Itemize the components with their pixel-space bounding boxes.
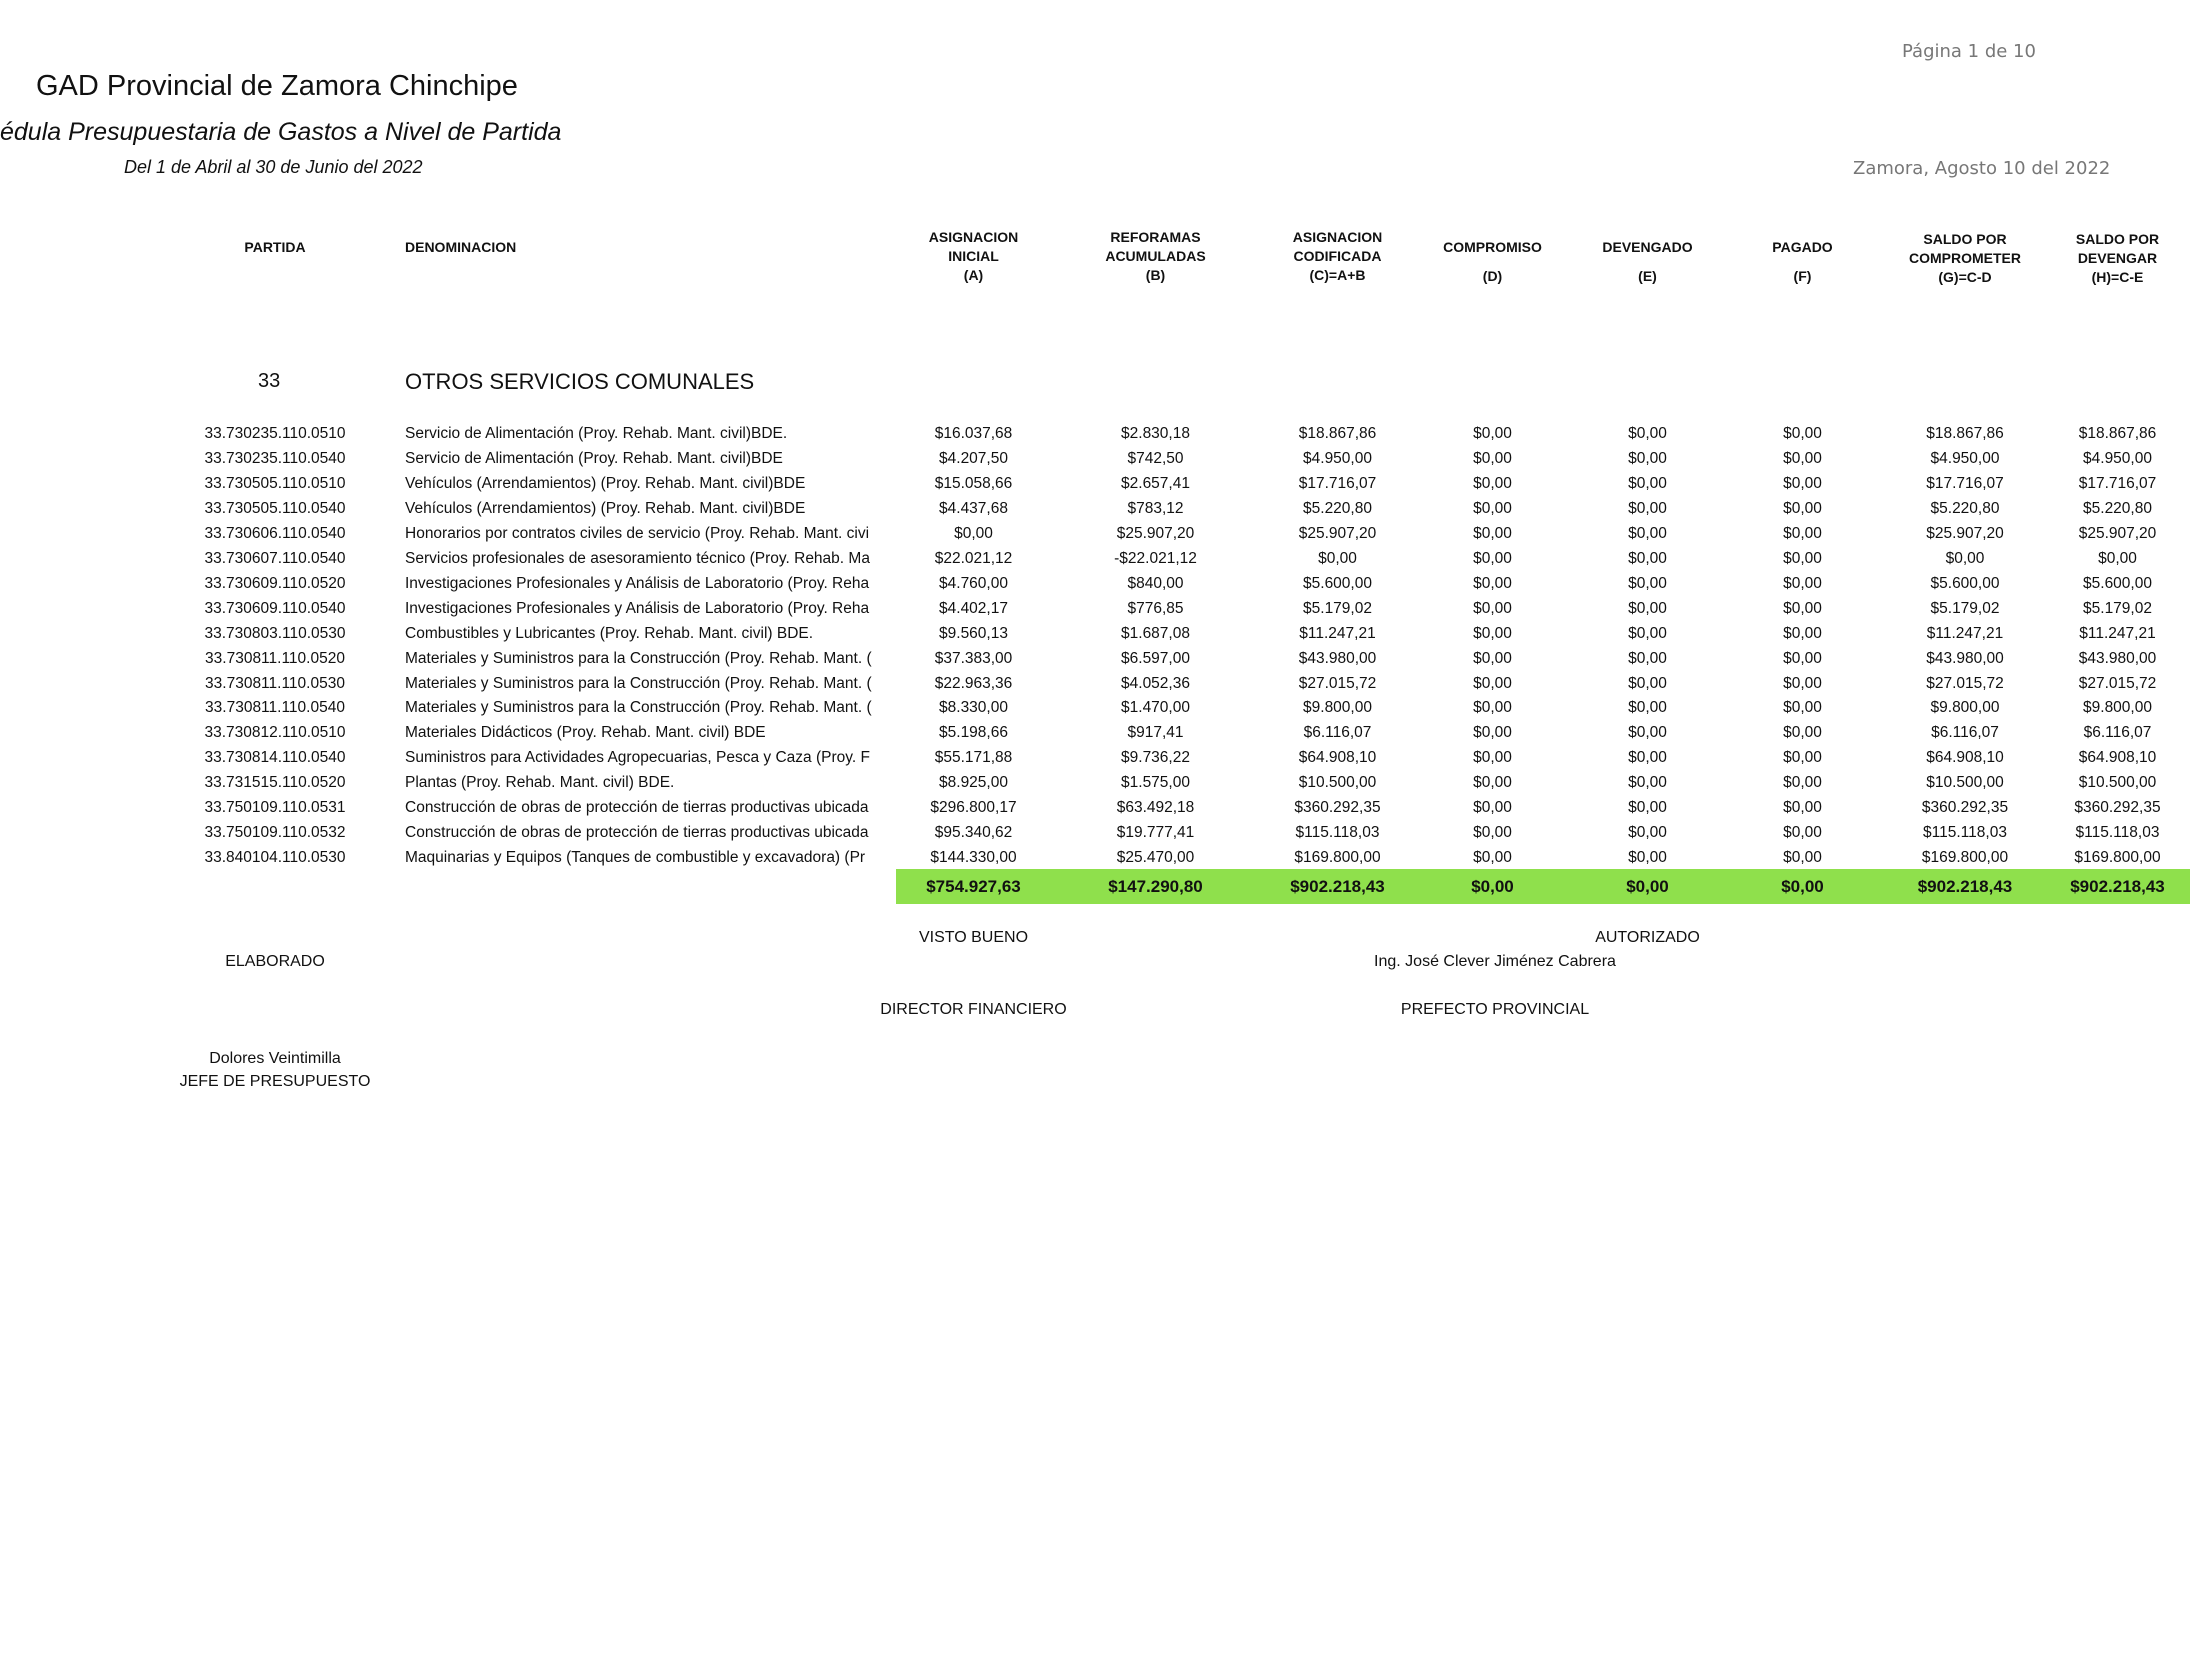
table-row xyxy=(0,720,2200,745)
row-saldo-comprometer: $9.800,00 xyxy=(1930,699,2000,717)
table-row xyxy=(0,496,2200,521)
row-denominacion: Suministros para Actividades Agropecuarias, Pesca y Caza (Proy. F xyxy=(405,749,870,767)
total-reformas: $147.290,80 xyxy=(1108,877,1203,896)
table-row xyxy=(0,695,2200,720)
row-reformas: $1.470,00 xyxy=(1121,699,1190,717)
row-saldo-devengar: $10.500,00 xyxy=(2078,774,2157,792)
row-saldo-comprometer: $27.015,72 xyxy=(1926,674,2004,692)
row-pagado: $0,00 xyxy=(1783,774,1822,792)
row-asignacion-inicial: $16.037,68 xyxy=(934,425,1013,442)
row-saldo-comprometer: $11.247,21 xyxy=(1926,624,2004,642)
row-denominacion: Investigaciones Profesionales y Análisis de Laboratorio (Proy. Reha xyxy=(405,599,870,617)
row-saldo-devengar: $43.980,00 xyxy=(2078,649,2157,667)
row-denominacion: Combustibles y Lubricantes (Proy. Rehab. Mant. civil) BDE. xyxy=(405,624,814,642)
row-saldo-comprometer: $169.800,00 xyxy=(1921,849,2009,867)
row-partida: 33.730811.110.0520 xyxy=(205,649,345,667)
row-asignacion-codificada: $4.950,00 xyxy=(1303,449,1372,467)
total-compromiso: $0,00 xyxy=(1471,877,1514,896)
row-compromiso: $0,00 xyxy=(1473,674,1512,692)
row-asignacion-codificada: $10.500,00 xyxy=(1298,774,1377,792)
col-header-reformas: REFORAMAS ACUMULADAS (B) xyxy=(1105,229,1206,283)
row-saldo-comprometer: $10.500,00 xyxy=(1926,774,2004,792)
autorizado-label: AUTORIZADO xyxy=(1595,929,1700,946)
row-partida: 33.840104.110.0530 xyxy=(204,849,346,867)
row-saldo-comprometer: $5.600,00 xyxy=(1930,574,2000,592)
row-partida: 33.730814.110.0540 xyxy=(204,749,346,767)
row-asignacion-inicial: $4.402,17 xyxy=(939,599,1008,617)
row-asignacion-inicial: $144.330,00 xyxy=(930,849,1017,867)
row-reformas: $917,41 xyxy=(1127,724,1184,742)
row-saldo-devengar: $17.716,07 xyxy=(2078,474,2157,492)
row-compromiso: $0,00 xyxy=(1473,425,1512,442)
row-reformas: $19.777,41 xyxy=(1116,824,1195,842)
row-pagado: $0,00 xyxy=(1783,724,1822,742)
row-asignacion-inicial: $95.340,62 xyxy=(934,824,1013,842)
place-date: Zamora, Agosto 10 del 2022 xyxy=(1853,158,2111,179)
row-pagado: $0,00 xyxy=(1783,699,1822,717)
row-pagado: $0,00 xyxy=(1783,599,1822,617)
row-saldo-comprometer: $17.716,07 xyxy=(1926,474,2004,492)
row-asignacion-codificada: $43.980,00 xyxy=(1298,649,1377,667)
table-row xyxy=(0,521,2200,546)
elaborado-role: JEFE DE PRESUPUESTO xyxy=(179,1073,371,1090)
row-denominacion: Vehículos (Arrendamientos) (Proy. Rehab. Mant. civil)BDE xyxy=(405,474,806,492)
row-pagado: $0,00 xyxy=(1783,449,1822,467)
row-asignacion-codificada: $5.179,02 xyxy=(1303,599,1372,617)
report-period: Del 1 de Abril al 30 de Junio del 2022 xyxy=(124,157,423,177)
row-saldo-devengar: $25.907,20 xyxy=(2078,524,2157,542)
row-compromiso: $0,00 xyxy=(1473,849,1512,867)
row-partida: 33.730812.110.0510 xyxy=(204,724,346,742)
row-asignacion-codificada: $18.867,86 xyxy=(1298,425,1377,442)
row-devengado: $0,00 xyxy=(1628,624,1667,642)
row-denominacion: Servicio de Alimentación (Proy. Rehab. Mant. civil)BDE. xyxy=(405,425,788,442)
row-partida: 33.730606.110.0540 xyxy=(204,524,346,542)
row-partida: 33.730609.110.0540 xyxy=(204,599,346,617)
section-name: OTROS SERVICIOS COMUNALES xyxy=(405,369,755,394)
table-row xyxy=(0,671,2200,696)
row-saldo-devengar: $11.247,21 xyxy=(2079,624,2156,642)
table-row xyxy=(0,421,2200,446)
row-pagado: $0,00 xyxy=(1783,824,1822,842)
row-devengado: $0,00 xyxy=(1628,849,1667,867)
row-asignacion-inicial: $15.058,66 xyxy=(934,474,1013,492)
col-header-compromiso: COMPROMISO (D) xyxy=(1443,239,1542,284)
row-compromiso: $0,00 xyxy=(1473,824,1512,842)
col-header-asignacion-inicial: ASIGNACION INICIAL (A) xyxy=(928,229,1019,283)
row-denominacion: Materiales y Suministros para la Construcción (Proy. Rehab. Mant. ( xyxy=(405,649,872,667)
row-devengado: $0,00 xyxy=(1628,524,1667,542)
row-compromiso: $0,00 xyxy=(1473,774,1512,792)
row-reformas: $1.575,00 xyxy=(1121,774,1190,792)
row-partida: 33.750109.110.0532 xyxy=(204,824,346,842)
row-saldo-devengar: $360.292,35 xyxy=(2074,799,2161,817)
row-saldo-devengar: $6.116,07 xyxy=(2083,724,2152,742)
prefecto-provincial-label: PREFECTO PROVINCIAL xyxy=(1400,1001,1590,1018)
row-reformas: $2.657,41 xyxy=(1121,474,1190,492)
row-saldo-comprometer: $5.220,80 xyxy=(1930,499,2000,517)
row-compromiso: $0,00 xyxy=(1473,724,1512,742)
row-saldo-comprometer: $25.907,20 xyxy=(1926,524,2004,542)
row-asignacion-inicial: $4.760,00 xyxy=(939,574,1008,592)
row-asignacion-codificada: $27.015,72 xyxy=(1298,674,1377,692)
total-saldo-devengar: $902.218,43 xyxy=(2070,877,2165,896)
row-asignacion-codificada: $9.800,00 xyxy=(1303,699,1372,717)
row-asignacion-codificada: $169.800,00 xyxy=(1294,849,1381,867)
row-pagado: $0,00 xyxy=(1783,549,1822,567)
row-saldo-devengar: $64.908,10 xyxy=(2078,749,2157,767)
table-row xyxy=(0,621,2200,646)
row-asignacion-inicial: $296.800,17 xyxy=(930,799,1017,817)
row-compromiso: $0,00 xyxy=(1473,699,1512,717)
row-asignacion-codificada: $17.716,07 xyxy=(1298,474,1377,492)
row-saldo-comprometer: $64.908,10 xyxy=(1926,749,2004,767)
col-header-pagado: PAGADO (F) xyxy=(1772,239,1833,284)
elaborado-label: ELABORADO xyxy=(225,953,325,970)
row-asignacion-codificada: $115.118,03 xyxy=(1295,824,1380,842)
row-saldo-devengar: $4.950,00 xyxy=(2083,449,2152,467)
row-pagado: $0,00 xyxy=(1783,749,1822,767)
row-asignacion-codificada: $6.116,07 xyxy=(1303,724,1372,742)
row-denominacion: Construcción de obras de protección de tierras productivas ubicada xyxy=(405,799,869,817)
row-devengado: $0,00 xyxy=(1628,674,1667,692)
row-denominacion: Materiales Didácticos (Proy. Rehab. Mant. civil) BDE xyxy=(405,724,766,742)
row-asignacion-codificada: $64.908,10 xyxy=(1298,749,1377,767)
row-partida: 33.730803.110.0530 xyxy=(204,624,346,642)
totals-row xyxy=(896,869,2190,904)
row-pagado: $0,00 xyxy=(1783,474,1822,492)
row-reformas: $2.830,18 xyxy=(1121,425,1190,442)
row-asignacion-codificada: $11.247,21 xyxy=(1299,624,1376,642)
table-row xyxy=(0,546,2200,571)
table-row xyxy=(0,446,2200,471)
row-devengado: $0,00 xyxy=(1628,425,1667,442)
row-denominacion: Construcción de obras de protección de tierras productivas ubicada xyxy=(405,824,869,842)
row-denominacion: Investigaciones Profesionales y Análisis de Laboratorio (Proy. Reha xyxy=(405,574,870,592)
row-pagado: $0,00 xyxy=(1783,425,1822,442)
row-pagado: $0,00 xyxy=(1783,499,1822,517)
table-row xyxy=(0,471,2200,496)
col-header-saldo-devengar: SALDO POR DEVENGAR (H)=C-E xyxy=(2075,231,2160,285)
row-saldo-devengar: $0,00 xyxy=(2098,549,2137,567)
row-compromiso: $0,00 xyxy=(1473,449,1512,467)
table-row xyxy=(0,571,2200,596)
row-denominacion: Vehículos (Arrendamientos) (Proy. Rehab. Mant. civil)BDE xyxy=(405,499,806,517)
row-asignacion-codificada: $5.600,00 xyxy=(1303,574,1372,592)
row-compromiso: $0,00 xyxy=(1473,799,1512,817)
row-asignacion-inicial: $8.330,00 xyxy=(939,699,1008,717)
director-financiero-label: DIRECTOR FINANCIERO xyxy=(880,1001,1067,1018)
row-pagado: $0,00 xyxy=(1783,524,1822,542)
row-saldo-comprometer: $0,00 xyxy=(1945,549,1985,567)
row-asignacion-inicial: $9.560,13 xyxy=(939,624,1008,642)
row-compromiso: $0,00 xyxy=(1473,624,1512,642)
row-asignacion-codificada: $0,00 xyxy=(1318,549,1357,567)
row-saldo-comprometer: $18.867,86 xyxy=(1926,425,2004,442)
page-number: Página 1 de 10 xyxy=(1902,41,2036,62)
row-saldo-devengar: $5.220,80 xyxy=(2083,499,2152,517)
row-devengado: $0,00 xyxy=(1628,799,1667,817)
row-pagado: $0,00 xyxy=(1783,674,1822,692)
row-compromiso: $0,00 xyxy=(1473,574,1512,592)
row-partida: 33.730235.110.0510 xyxy=(204,425,346,442)
row-devengado: $0,00 xyxy=(1628,474,1667,492)
row-devengado: $0,00 xyxy=(1628,574,1667,592)
row-asignacion-inicial: $22.963,36 xyxy=(934,674,1013,692)
row-devengado: $0,00 xyxy=(1628,824,1667,842)
row-reformas: $9.736,22 xyxy=(1121,749,1190,767)
row-pagado: $0,00 xyxy=(1783,649,1822,667)
row-compromiso: $0,00 xyxy=(1473,749,1512,767)
table-row xyxy=(0,845,2200,870)
row-saldo-devengar: $27.015,72 xyxy=(2078,674,2157,692)
row-reformas: $6.597,00 xyxy=(1121,649,1190,667)
row-asignacion-inicial: $8.925,00 xyxy=(939,774,1008,792)
row-devengado: $0,00 xyxy=(1628,724,1667,742)
row-devengado: $0,00 xyxy=(1628,549,1667,567)
row-denominacion: Honorarios por contratos civiles de servicio (Proy. Rehab. Mant. civi xyxy=(405,524,870,542)
col-header-asignacion-codificada: ASIGNACION CODIFICADA (C)=A+B xyxy=(1292,229,1383,283)
row-partida: 33.731515.110.0520 xyxy=(204,774,346,792)
row-reformas: $25.907,20 xyxy=(1116,524,1195,542)
col-header-devengado: DEVENGADO (E) xyxy=(1602,239,1693,284)
row-asignacion-inicial: $4.437,68 xyxy=(939,499,1008,517)
row-saldo-comprometer: $360.292,35 xyxy=(1921,799,2009,817)
total-saldo-comprometer: $902.218,43 xyxy=(1917,877,2013,896)
total-pagado: $0,00 xyxy=(1781,877,1824,896)
row-denominacion: Maquinarias y Equipos (Tanques de combustible y excavadora) (Pr xyxy=(405,849,866,867)
row-compromiso: $0,00 xyxy=(1473,524,1512,542)
col-header-partida: PARTIDA xyxy=(244,239,306,255)
row-reformas: $783,12 xyxy=(1127,499,1184,517)
row-saldo-devengar: $18.867,86 xyxy=(2078,425,2157,442)
row-devengado: $0,00 xyxy=(1628,649,1667,667)
organization-title: GAD Provincial de Zamora Chinchipe xyxy=(36,70,518,102)
row-asignacion-codificada: $360.292,35 xyxy=(1294,799,1381,817)
row-compromiso: $0,00 xyxy=(1473,474,1512,492)
row-asignacion-inicial: $0,00 xyxy=(954,524,993,542)
row-saldo-devengar: $5.179,02 xyxy=(2083,599,2152,617)
row-saldo-devengar: $5.600,00 xyxy=(2083,574,2152,592)
table-row xyxy=(0,745,2200,770)
row-devengado: $0,00 xyxy=(1628,449,1667,467)
table-row xyxy=(0,596,2200,621)
visto-bueno-label: VISTO BUENO xyxy=(918,929,1029,946)
row-asignacion-inicial: $22.021,12 xyxy=(934,549,1013,567)
row-compromiso: $0,00 xyxy=(1473,649,1512,667)
row-reformas: $63.492,18 xyxy=(1116,799,1195,817)
row-reformas: $25.470,00 xyxy=(1116,849,1195,867)
row-asignacion-inicial: $55.171,88 xyxy=(934,749,1013,767)
table-row xyxy=(0,770,2200,795)
row-devengado: $0,00 xyxy=(1628,774,1667,792)
row-saldo-devengar: $115.118,03 xyxy=(2075,824,2160,842)
row-denominacion: Servicio de Alimentación (Proy. Rehab. Mant. civil)BDE xyxy=(405,449,783,467)
row-asignacion-inicial: $5.198,66 xyxy=(939,724,1008,742)
row-asignacion-inicial: $37.383,00 xyxy=(934,649,1013,667)
row-compromiso: $0,00 xyxy=(1473,549,1512,567)
row-partida: 33.730811.110.0540 xyxy=(205,699,345,717)
row-partida: 33.730609.110.0520 xyxy=(204,574,346,592)
row-saldo-comprometer: $6.116,07 xyxy=(1931,724,1999,742)
row-pagado: $0,00 xyxy=(1783,624,1822,642)
row-partida: 33.750109.110.0531 xyxy=(204,799,346,817)
table-row xyxy=(0,795,2200,820)
row-reformas: $1.687,08 xyxy=(1121,624,1190,642)
row-asignacion-codificada: $25.907,20 xyxy=(1298,524,1377,542)
row-reformas: -$22.021,12 xyxy=(1114,549,1197,567)
row-asignacion-inicial: $4.207,50 xyxy=(939,449,1008,467)
total-asignacion-inicial: $754.927,63 xyxy=(926,877,1021,896)
row-pagado: $0,00 xyxy=(1783,574,1822,592)
row-reformas: $4.052,36 xyxy=(1121,674,1190,692)
row-denominacion: Materiales y Suministros para la Construcción (Proy. Rehab. Mant. ( xyxy=(405,674,872,692)
row-partida: 33.730505.110.0510 xyxy=(204,474,346,492)
row-asignacion-codificada: $5.220,80 xyxy=(1303,499,1372,517)
row-pagado: $0,00 xyxy=(1783,799,1822,817)
row-devengado: $0,00 xyxy=(1628,749,1667,767)
row-devengado: $0,00 xyxy=(1628,699,1667,717)
row-saldo-comprometer: $5.179,02 xyxy=(1930,599,2000,617)
row-reformas: $840,00 xyxy=(1127,574,1184,592)
row-denominacion: Plantas (Proy. Rehab. Mant. civil) BDE. xyxy=(405,774,675,792)
row-compromiso: $0,00 xyxy=(1473,599,1512,617)
document-subtitle: édula Presupuestaria de Gastos a Nivel de Partida xyxy=(0,118,562,146)
row-devengado: $0,00 xyxy=(1628,499,1667,517)
table-row xyxy=(0,820,2200,845)
col-header-saldo-comprometer: SALDO POR COMPROMETER (G)=C-D xyxy=(1909,231,2021,285)
row-partida: 33.730505.110.0540 xyxy=(204,499,346,517)
row-partida: 33.730607.110.0540 xyxy=(204,549,346,567)
row-saldo-devengar: $9.800,00 xyxy=(2083,699,2152,717)
total-asignacion-codificada: $902.218,43 xyxy=(1290,877,1385,896)
table-row xyxy=(0,646,2200,671)
row-saldo-comprometer: $43.980,00 xyxy=(1926,649,2004,667)
row-pagado: $0,00 xyxy=(1783,849,1822,867)
prefecto-name: Ing. José Clever Jiménez Cabrera xyxy=(1374,953,1616,970)
row-saldo-comprometer: $115.118,03 xyxy=(1923,824,2007,842)
row-devengado: $0,00 xyxy=(1628,599,1667,617)
row-saldo-devengar: $169.800,00 xyxy=(2074,849,2161,867)
row-partida: 33.730235.110.0540 xyxy=(204,449,346,467)
row-denominacion: Servicios profesionales de asesoramiento técnico (Proy. Rehab. Ma xyxy=(405,549,870,567)
row-compromiso: $0,00 xyxy=(1473,499,1512,517)
row-partida: 33.730811.110.0530 xyxy=(205,674,345,692)
col-header-denominacion: DENOMINACION xyxy=(405,239,517,255)
row-denominacion: Materiales y Suministros para la Construcción (Proy. Rehab. Mant. ( xyxy=(405,699,872,717)
elaborado-name: Dolores Veintimilla xyxy=(209,1050,341,1067)
section-code: 33 xyxy=(258,370,281,392)
row-saldo-comprometer: $4.950,00 xyxy=(1930,449,2000,467)
row-reformas: $742,50 xyxy=(1127,449,1184,467)
total-devengado: $0,00 xyxy=(1626,877,1669,896)
row-reformas: $776,85 xyxy=(1127,599,1184,617)
